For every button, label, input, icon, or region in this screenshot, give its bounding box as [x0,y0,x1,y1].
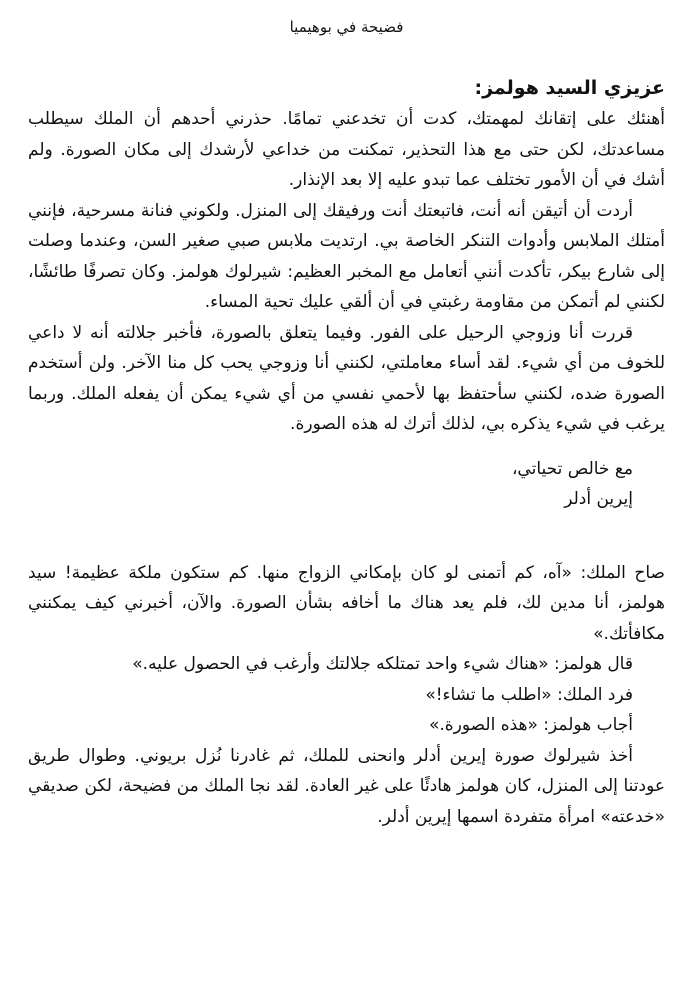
letter-closing: مع خالص تحياتي، [511,458,633,479]
dialogue-paragraph-3: فرد الملك: «اطلب ما تشاء!» [425,684,633,705]
book-page [28,0,665,1000]
letter-paragraph-1: أهنئك على إتقانك لمهمتك، كدت أن تخدعني تمامًا. حذرني أحدهم أن الملك سيطلب مساعدتك، لكن حتى مع هذا التحذير، تمكنت من خداعي لأرشدك إلى مكان الصورة. ولم أشك في أن الأمور تختلف عما تبدو عليه إلا بعد الإنذار. [28,109,665,190]
letter-salutation: عزيزي السيد هولمز: [474,77,665,99]
letter-paragraph-3: قررت أنا وزوجي الرحيل على الفور. وفيما يتعلق بالصورة، فأخبر جلالته أنه لا داعي للخوف من أي شيء. لقد أساء معاملتي، لكنني أنا وزوجي يحب كل منا الآخر. ولن أستخدم الصورة ضده، لكنني سأحتفظ بها لأحمي نفسي من أي شيء يمكن أن يفعله الملك. وربما يرغب في شيء يذكره بي، لذلك أترك له هذه الصورة. [28,322,665,434]
dialogue-paragraph-4: أجاب هولمز: «هذه الصورة.» [428,715,633,735]
section-gap [28,514,665,558]
letter-paragraph-2: أردت أن أتيقن أنه أنت، فاتبعتك أنت ورفيقك إلى المنزل. ولكوني فنانة مسرحية، فإنني أمتلك الملابس وأدوات التنكر الخاصة بي. ارتديت ملابس صبي صغير السن، وعندما وصلت إلى شارع بيكر، تأكدت أنني أتعامل مع المخبر العظيم: شيرلوك هولمز. وكان تصرفًا طائشًا، لكنني لم أتمكن من مقاومة رغبتي في أن ألقي عليك تحية المساء. [28,200,665,312]
running-header: فضيحة في بوهيميا [289,18,404,36]
dialogue-paragraph-1: صاح الملك: «آه، كم أتمنى لو كان بإمكاني الزواج منها. كم ستكون ملكة عظيمة! سيد هولمز، أنا مدين لك، فلم يعد هناك ما أخافه بشأن الصورة. والآن، أخبرني كيف يمكنني مكافأتك.» [28,562,665,644]
letter-signature: إيرين أدلر [564,488,633,509]
dialogue-paragraph-2: قال هولمز: «هناك شيء واحد تمتلكه جلالتك وأرغب في الحصول عليه.» [132,654,633,674]
dialogue-paragraph-5: أخذ شيرلوك صورة إيرين أدلر وانحنى للملك، ثم غادرنا نُزل بريوني. وطوال طريق عودتنا إلى المنزل، كان هولمز هادئًا على غير العادة. لقد نجا الملك من فضيحة، لكن صديقي «خدعته» امرأة متفردة اسمها إيرين أدلر. [28,745,665,827]
letter-closing-block [28,454,665,514]
